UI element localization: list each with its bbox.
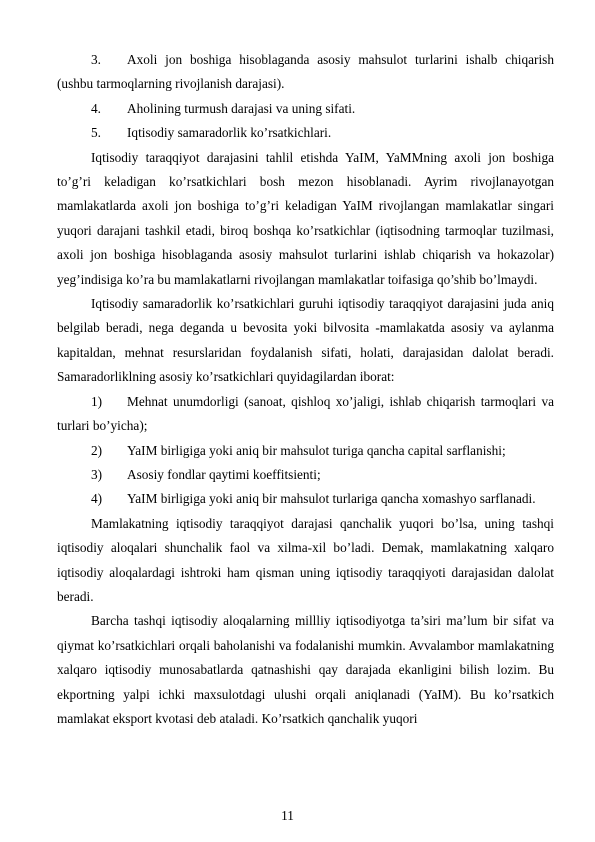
- list-item-text: Asosiy fondlar qaytimi koeffitsienti;: [127, 466, 321, 482]
- list-item: [57, 487, 554, 511]
- list-item-number: 4): [91, 491, 103, 507]
- list-item: [57, 48, 554, 97]
- list-item-text: Axoli jon boshiga hisoblaganda asosiy mahsulot turlarini ishalb chiqarish (ushbu tarmoqlarning rivojlanish darajasi).: [57, 52, 554, 92]
- list-item: [57, 121, 554, 145]
- list-item-number: 2): [91, 442, 103, 458]
- list-item: [57, 463, 554, 487]
- list-item-text: YaIM birligiga yoki aniq bir mahsulot turiga qancha capital sarflanishi;: [127, 442, 506, 458]
- list-item-number: 4.: [91, 100, 101, 116]
- list-item-text: YaIM birligiga yoki aniq bir mahsulot turlariga qancha xomashyo sarflanadi.: [127, 491, 536, 507]
- page-number: [0, 808, 595, 824]
- list-item-number: 3.: [91, 52, 101, 67]
- list-item-text: Aholining turmush darajasi va uning sifati.: [127, 100, 356, 116]
- list-top: [57, 48, 554, 146]
- paragraph-2: Iqtisodiy samaradorlik ko’rsatkichlari guruhi iqtisodiy taraqqiyot darajasini juda aniq belgilab beradi, nega deganda u bevosita yoki bilvosita -mamlakatda asosiy va aylanma kapitaldan, mehnat resurslaridan foydalanish sifati, holati, darajasidan dalolat beradi. Samaradorliklning asosiy ko’rsatkichlari quyidagilardan iborat:: [57, 296, 554, 385]
- list-item-text: Iqtisodiy samaradorlik ko’rsatkichlari.: [127, 125, 332, 141]
- page-number-text: 11: [281, 808, 294, 823]
- list-mid: [57, 390, 554, 512]
- list-item-number: 5.: [91, 125, 101, 141]
- list-item: [57, 439, 554, 463]
- list-item-text: Mehnat unumdorligi (sanoat, qishloq xo’jaligi, ishlab chiqarish tarmoqlari va turlari bo’yicha);: [57, 393, 554, 434]
- list-item: [57, 390, 554, 439]
- list-item-number: 3): [91, 466, 103, 482]
- document-page: [57, 48, 554, 731]
- list-item-number: 1): [91, 393, 103, 409]
- list-item: [57, 97, 554, 121]
- paragraph-3: Mamlakatning iqtisodiy taraqqiyot darajasi qanchalik yuqori bo’lsa, uning tashqi iqtisodiy aloqalari shunchalik faol va xilma-xil bo’ladi. Demak, mamlakatning xalqaro iqtisodiy aloqalardagi ishtroki ham qisman uning iqtisodiy taraqqiyoti darajasidan dalolat beradi.: [57, 515, 554, 604]
- paragraph-4: Barcha tashqi iqtisodiy aloqalarning millliy iqtisodiyotga ta’siri ma’lum bir sifat va qiymat ko’rsatkichlari orqali baholanishi va fodalanishi mumkin. Avvalambor mamlakatning xalqaro iqtisodiy munosabatlarda qatnashishi qay darajada ekanligini bilish lozim. Bu ekportning yalpi ichki maxsulotdagi ulushi orqali aniqlanadi (YaIM). Bu ko’rsatkich mamlakat eksport kvotasi deb ataladi. Ko’rsatkich qanchalik yuqori: [57, 613, 554, 726]
- paragraph-1: Iqtisodiy taraqqiyot darajasini tahlil etishda YaIM, YaMMning axoli jon boshiga to’g’ri keladigan ko’rsatkichlari bosh mezon hisoblanadi. Ayrim rivojlanayotgan mamlakatlarda axoli jon boshiga to’g’ri keladigan YaIM rivojlangan mamlakatlar singari yuqori darajani tashkil etadi, biroq boshqa ko’rsatkichlar (iqtisodning tarmoqlar tuzilmasi, axoli jon boshiga hisoblaganda asosiy mahsulot turlarini ishlab chiqarish va hokazolar) yeg’indisiga ko’ra bu mamlakatlarni rivojlangan mamlakatlar toifasiga qo’shib bo’lmaydi.: [57, 149, 554, 287]
